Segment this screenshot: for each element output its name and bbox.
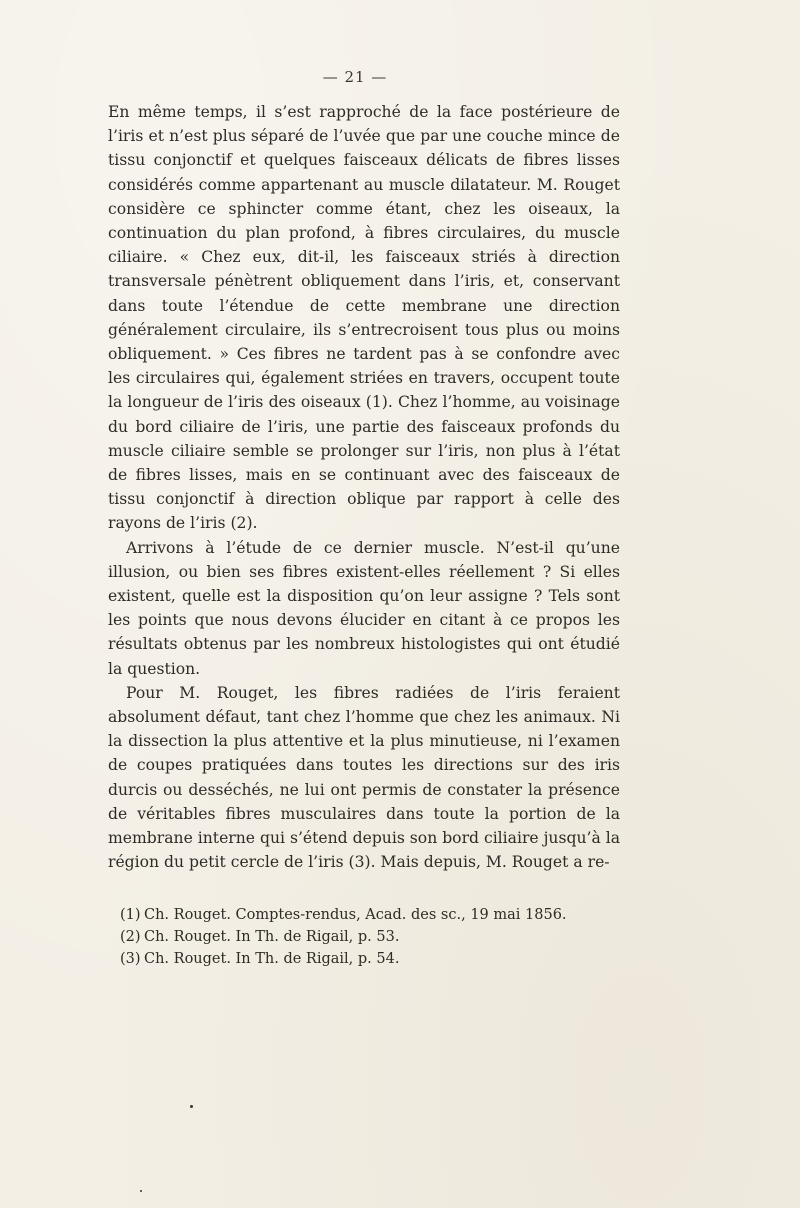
footnotes	[110, 904, 630, 970]
footnote-text: Ch. Rouget. Comptes-rendus, Acad. des sc., 19 mai 1856.	[144, 907, 567, 923]
ink-speck	[140, 1190, 142, 1192]
footnote-text: Ch. Rouget. In Th. de Rigail, p. 54.	[144, 951, 400, 967]
footnote-text: Ch. Rouget. In Th. de Rigail, p. 53.	[144, 929, 400, 945]
footnote-1	[110, 904, 630, 926]
body-text	[108, 100, 620, 875]
paragraph-2: Arrivons à l’étude de ce dernier muscle. N’est-il qu’une illusion, ou bien ses fibres existent-elles réellement ? Si elles existent, quelle est la disposition qu’on leur assigne ? Tels sont les points que nous devons élucider en citant à ce propos les résultats obtenus par les nombreux histologistes qui ont étudié la question.	[108, 538, 620, 678]
paragraph-3: Pour M. Rouget, les fibres radiées de l’iris feraient absolument défaut, tant chez l’homme que chez les animaux. Ni la dissection la plus attentive et la plus minutieuse, ni l’examen de coupes pratiquées dans toutes les directions sur des iris durcis ou desséchés, ne lui ont permis de constater la présence de véritables fibres musculaires dans toute la portion de la membrane interne qui s’étend depuis son bord ciliaire jusqu’à la région du petit cercle de l’iris (3). Mais depuis, M. Rouget a re-	[108, 683, 620, 872]
paragraph-1: En même temps, il s’est rapproché de la face postérieure de l’iris et n’est plus séparé de l’uvée que par une couche mince de tissu conjonctif et quelques faisceaux délicats de fibres lisses considérés comme appartenant au muscle dilatateur. M. Rouget considère ce sphincter comme étant, chez les oiseaux, la continuation du plan profond, à fibres circulaires, du muscle ciliaire. « Chez eux, dit-il, les faisceaux striés à direction transversale pénètrent obliquement dans l’iris, et, conservant dans toute l’étendue de cette membrane une direction généralement circulaire, ils s’entrecroisent tous plus ou moins obliquement. » Ces fibres ne tardent pas à se confondre avec les circulaires qui, également striées en travers, occupent toute la longueur de l’iris des oiseaux (1). Chez l’homme, au voisinage du bord ciliaire de l’iris, une partie des faisceaux profonds du muscle ciliaire semble se prolonger sur l’iris, non plus à l’état de fibres lisses, mais en se continuant avec des faisceaux de tissu conjonctif à direction oblique par rapport à celle des rayons de l’iris (2).	[108, 103, 620, 533]
page-number: — 21 —	[322, 68, 388, 86]
footnote-ref: (2)	[120, 929, 141, 945]
footnote-2	[110, 926, 630, 948]
footnote-ref: (1)	[120, 907, 141, 923]
footnote-ref: (3)	[120, 951, 141, 967]
footnote-3	[110, 948, 630, 970]
ink-speck	[190, 1105, 193, 1108]
